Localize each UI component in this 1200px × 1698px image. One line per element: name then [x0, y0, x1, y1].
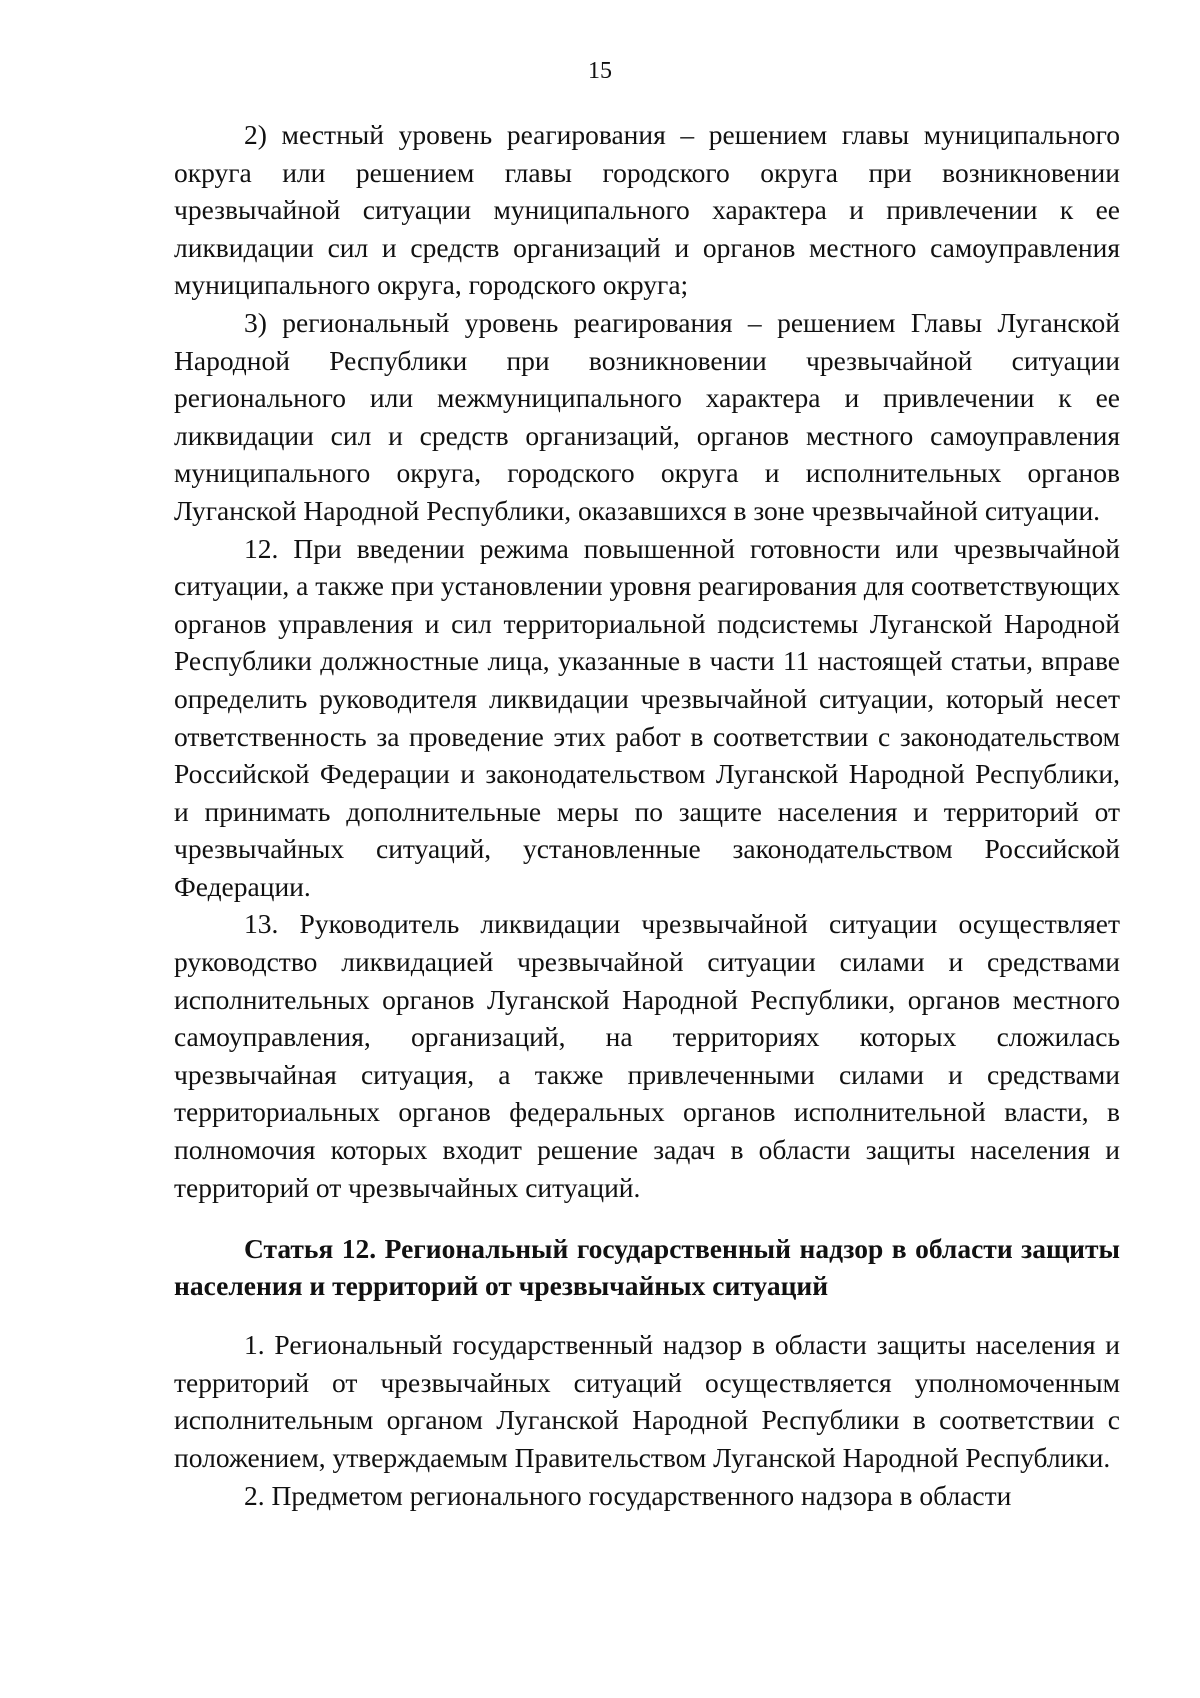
paragraph-part-13: 13. Руководитель ликвидации чрезвычайной ситуации осуществляет руководство ликвидацией чрезвычайной ситуации силами и средствами исполнительных органов Луганской Народной Республики, органов местного самоуправления, организаций, на территориях которых сложилась чрезвычайная ситуация, а также привлеченными силами и средствами территориальных органов федеральных органов исполнительной власти, в полномочия которых входит решение задач в области защиты населения и территорий от чрезвычайных ситуаций.: [174, 908, 1120, 1203]
paragraph-part-12: 12. При введении режима повышенной готовности или чрезвычайной ситуации, а также при установлении уровня реагирования для соответствующих органов управления и сил территориальной подсистемы Луганской Народной Республики должностные лица, указанные в части 11 настоящей статьи, вправе определить руководителя ликвидации чрезвычайной ситуации, который несет ответственность за проведение этих работ в соответствии с законодательством Российской Федерации и законодательством Луганской Народной Республики, и принимать дополнительные меры по защите населения и территорий от чрезвычайных ситуаций, установленные законодательством Российской Федерации.: [174, 532, 1120, 902]
article-12-heading: Статья 12. Региональный государственный надзор в области защиты населения и территорий от чрезвычайных ситуаций: [174, 1233, 1120, 1302]
paragraph-local-response-level: 2) местный уровень реагирования – решением главы муниципального округа или решением главы городского округа при возникновении чрезвычайной ситуации муниципального характера и привлечении к ее ликвидации сил и средств организаций и органов местного самоуправления муниципального округа, городского округа;: [174, 119, 1120, 301]
paragraph-article-12-part-2: 2. Предметом регионального государственного надзора в области: [244, 1479, 1012, 1511]
document-body: [174, 116, 1120, 1514]
paragraph-regional-response-level: 3) региональный уровень реагирования – решением Главы Луганской Народной Республики при возникновении чрезвычайной ситуации регионального или межмуниципального характера и привлечении к ее ликвидации сил и средств организаций, органов местного самоуправления муниципального округа, городского округа и исполнительных органов Луганской Народной Республики, оказавшихся в зоне чрезвычайной ситуации.: [174, 306, 1120, 526]
paragraph-article-12-part-1: 1. Региональный государственный надзор в области защиты населения и территорий от чрезвычайных ситуаций осуществляется уполномоченным исполнительным органом Луганской Народной Республики в соответствии с положением, утверждаемым Правительством Луганской Народной Республики.: [174, 1329, 1120, 1473]
page-number: 15: [588, 58, 612, 84]
